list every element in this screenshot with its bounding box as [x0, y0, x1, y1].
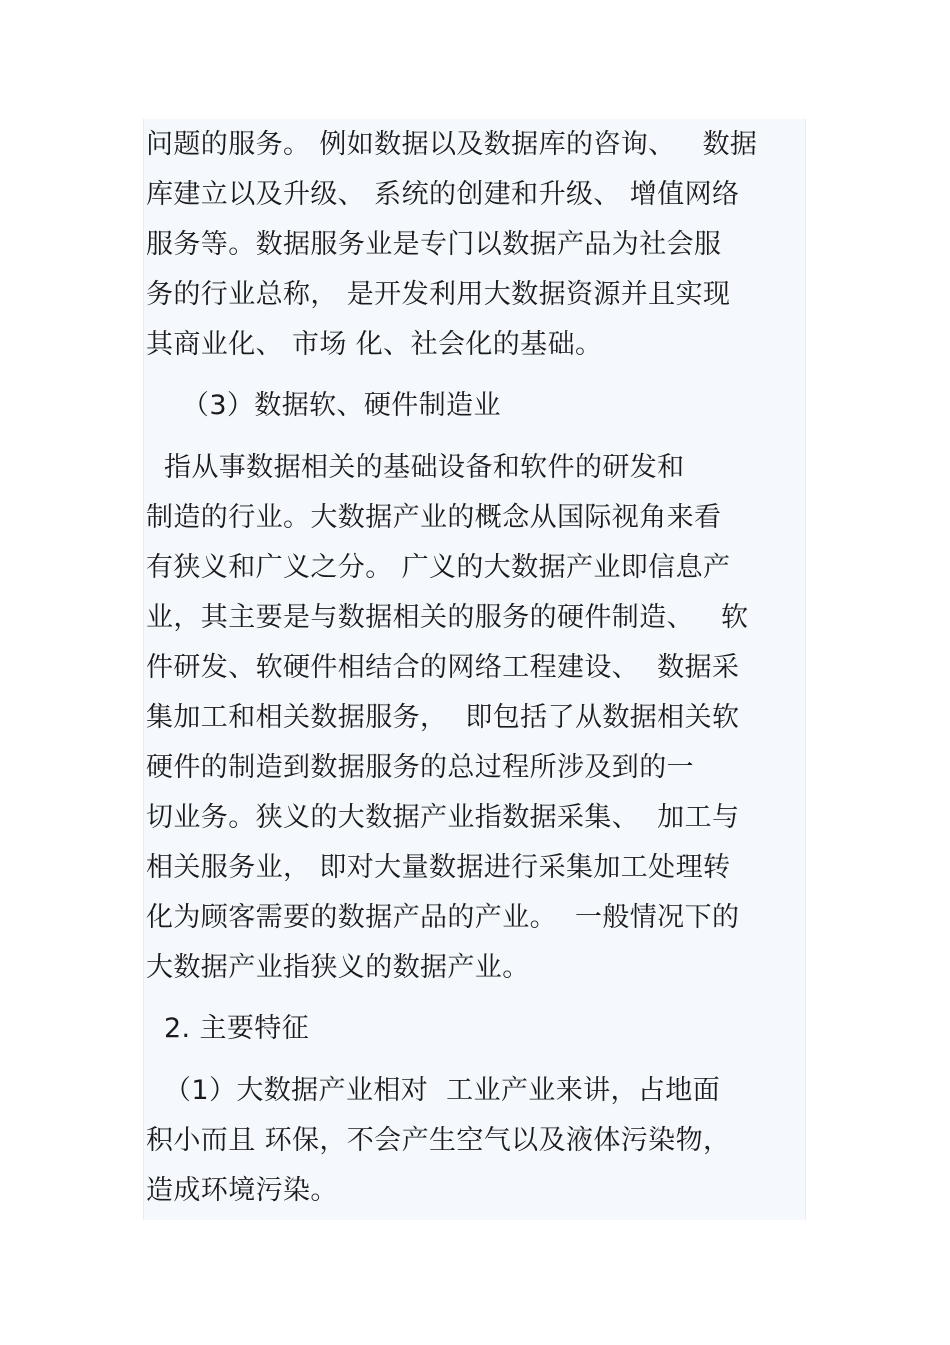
- text-line: 积小而且 环保，不会产生空气以及液体污染物，: [146, 1125, 731, 1156]
- text-line: 相关服务业， 即对大量数据进行采集加工处理转: [146, 852, 731, 883]
- text-line: 大数据产业指狭义的数据产业。: [146, 952, 530, 983]
- text-line: 指从事数据相关的基础设备和软件的研发和: [146, 452, 685, 483]
- text-line: 硬件的制造到数据服务的总过程所涉及到的一: [146, 752, 694, 783]
- section-heading: 2. 主要特征: [146, 1013, 310, 1044]
- text-line: 问题的服务。 例如数据以及数据库的咨询、 数据: [146, 129, 758, 160]
- section-heading: （3）数据软、硬件制造业: [146, 390, 501, 421]
- text-line: 服务等。数据服务业是专门以数据产品为社会服: [146, 229, 722, 260]
- text-line: 切业务。狭义的大数据产业指数据采集、 加工与: [146, 802, 740, 833]
- text-line: 其商业化、 市场 化、社会化的基础。: [146, 329, 603, 360]
- text-line: 有狭义和广义之分。 广义的大数据产业即信息产: [146, 552, 731, 583]
- text-line: 制造的行业。大数据产业的概念从国际视角来看: [146, 502, 722, 533]
- text-line: 务的行业总称， 是开发利用大数据资源并且实现: [146, 279, 731, 310]
- document-text-block: [143, 119, 806, 1220]
- text-line: 业，其主要是与数据相关的服务的硬件制造、 软: [146, 602, 749, 633]
- text-line: 化为顾客需要的数据产品的产业。 一般情况下的: [146, 902, 740, 933]
- text-line: 集加工和相关数据服务， 即包括了从数据相关软: [146, 702, 740, 733]
- text-line: 库建立以及升级、 系统的创建和升级、 增值网络: [146, 179, 740, 210]
- text-line: 造成环境污染。: [146, 1175, 338, 1206]
- text-line: 件研发、软硬件相结合的网络工程建设、 数据采: [146, 652, 740, 683]
- text-line: （1）大数据产业相对 工业产业来讲，占地面: [146, 1075, 721, 1106]
